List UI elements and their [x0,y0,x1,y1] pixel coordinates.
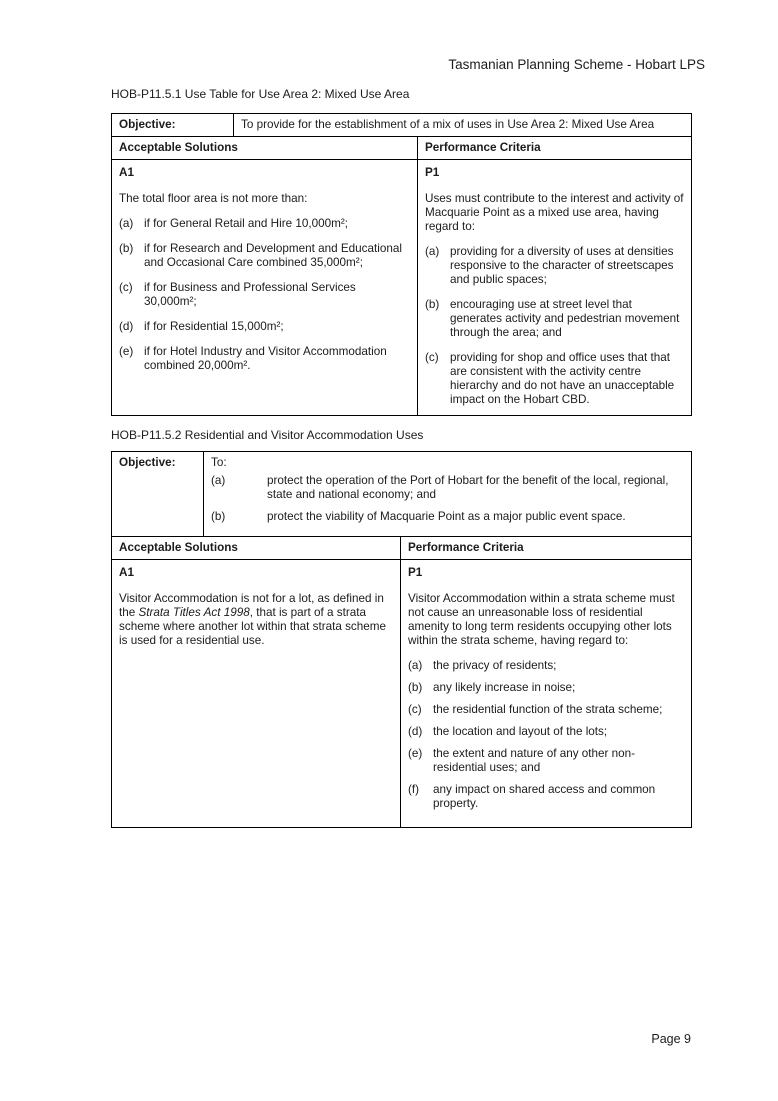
list-item: (e) the extent and nature of any other non-residential uses; and [408,747,636,774]
list-item: (b) if for Research and Development and Educational and Occasional Care combined 35,000m²; [119,242,402,269]
objective-text [204,452,691,536]
list-item: (c) providing for shop and office uses that that are consistent with the activity centre hierarchy and do not have an unacceptable impact on the Hobart CBD. [425,351,675,406]
standard-code-a1: A1 [119,166,134,179]
objective-intro: To: [211,456,227,469]
standard-code-p1: P1 [408,566,423,579]
p1-intro: Visitor Accommodation within a strata scheme must not cause an unreasonable loss of residential amenity to long term residents occupying other lots within the strata scheme, having regard to: [408,592,675,647]
p1-intro: Uses must contribute to the interest and activity of Macquarie Point as a mixed use area, having regard to: [425,192,684,233]
list-item: (a) providing for a diversity of uses at densities responsive to the character of streetscapes and public spaces; [425,245,674,286]
acceptable-solutions-header: Acceptable Solutions [112,137,418,159]
acceptable-solutions-header: Acceptable Solutions [112,537,401,559]
objective-label: Objective: [112,452,204,536]
standards-row [112,560,691,827]
objective-text: To provide for the establishment of a mix of uses in Use Area 2: Mixed Use Area [241,118,655,131]
section-heading-hob-p11-5-1: HOB-P11.5.1 Use Table for Use Area 2: Mixed Use Area [111,87,410,101]
use-table-mixed-use-area [111,113,692,416]
acceptable-solution-a1-cell [112,560,401,827]
performance-criteria-header: Performance Criteria [425,141,541,154]
column-header-row [112,537,691,560]
performance-criteria-p1-cell [418,160,691,415]
a1-text: Visitor Accommodation is not for a lot, as defined in the Strata Titles Act 1998, that is part of a strata scheme where another lot within that strata scheme is used for a residential use. [119,592,386,647]
performance-criteria-header: Performance Criteria [408,541,524,554]
list-item: (a) if for General Retail and Hire 10,000m²; [119,217,348,230]
page-number: Page 9 [651,1032,691,1046]
list-item: (c) if for Business and Professional Services 30,000m²; [119,281,356,308]
list-item: (d) the location and layout of the lots; [408,725,608,738]
standard-code-p1: P1 [425,166,440,179]
list-item: (a) the privacy of residents; [408,659,557,672]
performance-criteria-p1-cell [401,560,691,827]
list-item: (c) the residential function of the strata scheme; [408,703,663,716]
objective-row [112,114,691,137]
list-item: (d) if for Residential 15,000m²; [119,320,284,333]
document-header-title: Tasmanian Planning Scheme - Hobart LPS [448,57,705,72]
list-item: (b) protect the viability of Macquarie Point as a major public event space. [211,510,626,523]
list-item: (e) if for Hotel Industry and Visitor Accommodation combined 20,000m². [119,345,387,372]
acceptable-solution-a1-cell [112,160,418,415]
a1-intro: The total floor area is not more than: [119,192,308,205]
italic-act-title: Strata Titles Act 1998 [138,606,250,619]
column-header-row [112,137,691,160]
standards-row [112,160,691,415]
standard-code-a1: A1 [119,566,134,579]
residential-visitor-accommodation-table [111,451,692,828]
section-heading-hob-p11-5-2: HOB-P11.5.2 Residential and Visitor Accommodation Uses [111,428,424,442]
list-item: (f) any impact on shared access and common property. [408,783,656,810]
objective-row [112,452,691,537]
list-item: (a) protect the operation of the Port of Hobart for the benefit of the local, regional, state and national economy; and [211,474,669,501]
objective-label: Objective: [112,114,234,136]
list-item: (b) any likely increase in noise; [408,681,576,694]
list-item: (b) encouraging use at street level that generates activity and pedestrian movement through the area; and [425,298,680,339]
